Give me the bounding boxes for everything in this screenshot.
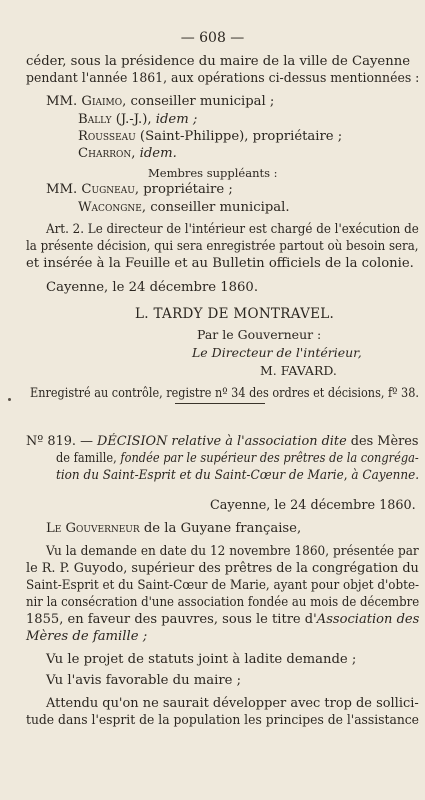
body-text: 1855, en faveur des pauvres, sous le titre d' — [26, 612, 317, 627]
suppl-heading: Membres suppléants : — [148, 166, 278, 180]
member-line — [78, 112, 197, 128]
governor-rest: de la Guyane française, — [139, 521, 302, 536]
body-line — [26, 612, 419, 628]
member-idem: idem. — [139, 146, 177, 161]
member-name: Cugneau — [81, 182, 135, 197]
article-line: la présente décision, qui sera enregistrée partout où besoin sera, — [26, 239, 419, 254]
member-name: Rousseau — [78, 129, 136, 144]
member-role: (J.-J.), — [111, 112, 156, 127]
body-line: le R. P. Guyodo, supérieur des prêtres de la congrégation du — [26, 561, 419, 576]
decision-subject-rest: des Mères — [346, 434, 419, 449]
text-line: pendant l'année 1861, aux opérations ci-dessus mentionnées : — [26, 71, 420, 86]
member-line — [78, 200, 290, 216]
body-line: nir la consécration d'une association fondée au mois de décembre — [26, 595, 420, 610]
governor-title: Le Gouverneur — [46, 521, 140, 536]
member-line — [46, 182, 233, 198]
heading-italic: fondée par le supérieur des prêtres de la congréga- — [120, 451, 419, 466]
text-line: céder, sous la présidence du maire de la ville de Cayenne — [26, 54, 411, 69]
member-prefix: MM. — [46, 94, 78, 109]
decision-heading — [26, 434, 418, 450]
member-idem: idem ; — [155, 112, 198, 127]
governor-line — [46, 521, 301, 537]
member-name: Wacongne — [78, 200, 142, 215]
date-line: Cayenne, le 24 décembre 1860. — [46, 280, 259, 295]
article-line: Art. 2. Le directeur de l'intérieur est chargé de l'exécution de — [46, 222, 419, 237]
body-line: Vu le projet de statuts joint à ladite demande ; — [46, 652, 357, 667]
body-line: Mères de famille ; — [26, 629, 148, 644]
body-line: Vu l'avis favorable du maire ; — [46, 673, 242, 688]
article-line: et insérée à la Feuille et au Bulletin officiels de la colonie. — [26, 256, 414, 271]
director-name: M. FAVARD. — [260, 363, 337, 378]
member-name: Giaimo — [81, 94, 123, 109]
heading-italic: tion du Saint-Esprit et du Saint-Cœur de Marie — [56, 468, 344, 483]
director-title: Le Directeur de l'intérieur, — [192, 345, 362, 360]
separator-rule — [175, 403, 265, 404]
member-prefix: MM. — [46, 182, 78, 197]
page-speck — [8, 398, 11, 401]
page-number: — 608 — — [180, 30, 245, 46]
member-name: Bally — [78, 112, 112, 127]
registration-line: Enregistré au contrôle, registre nº 34 des ordres et décisions, fº 38. — [30, 386, 419, 401]
signature-name: L. TARDY DE MONTRAVEL. — [135, 306, 335, 322]
par-le-gouverneur: Par le Gouverneur : — [197, 327, 322, 342]
body-line: Attendu qu'on ne saurait développer avec trop de sollici- — [46, 696, 419, 711]
member-line — [78, 146, 177, 162]
body-line: tude dans l'esprit de la population les principes de l'assistance — [26, 713, 420, 728]
heading-italic: à Cayenne. — [351, 468, 420, 483]
member-line — [78, 129, 342, 145]
member-role: , conseiller municipal ; — [122, 94, 275, 109]
member-role: , — [131, 146, 140, 161]
member-line — [46, 94, 274, 110]
decision-subject: relative à l'association dite — [167, 434, 347, 449]
decision-heading — [56, 468, 419, 484]
member-role: , propriétaire ; — [134, 182, 233, 197]
decision-heading — [56, 451, 419, 467]
member-name: Charron — [78, 146, 132, 161]
body-italic: Association des — [316, 612, 420, 627]
member-role: , conseiller municipal. — [141, 200, 290, 215]
heading-text: , — [343, 468, 352, 483]
body-line: Saint-Esprit et du Saint-Cœur de Marie, ayant pour objet d'obte- — [26, 578, 420, 593]
decision-date: Cayenne, le 24 décembre 1860. — [210, 498, 416, 513]
body-line: Vu la demande en date du 12 novembre 1860, présentée par — [46, 544, 419, 559]
member-role: (Saint-Philippe), propriétaire ; — [135, 129, 343, 144]
decision-number: Nº 819. — — [26, 434, 98, 449]
heading-text: de famille, — [56, 451, 121, 466]
decision-word: DÉCISION — [97, 434, 168, 449]
